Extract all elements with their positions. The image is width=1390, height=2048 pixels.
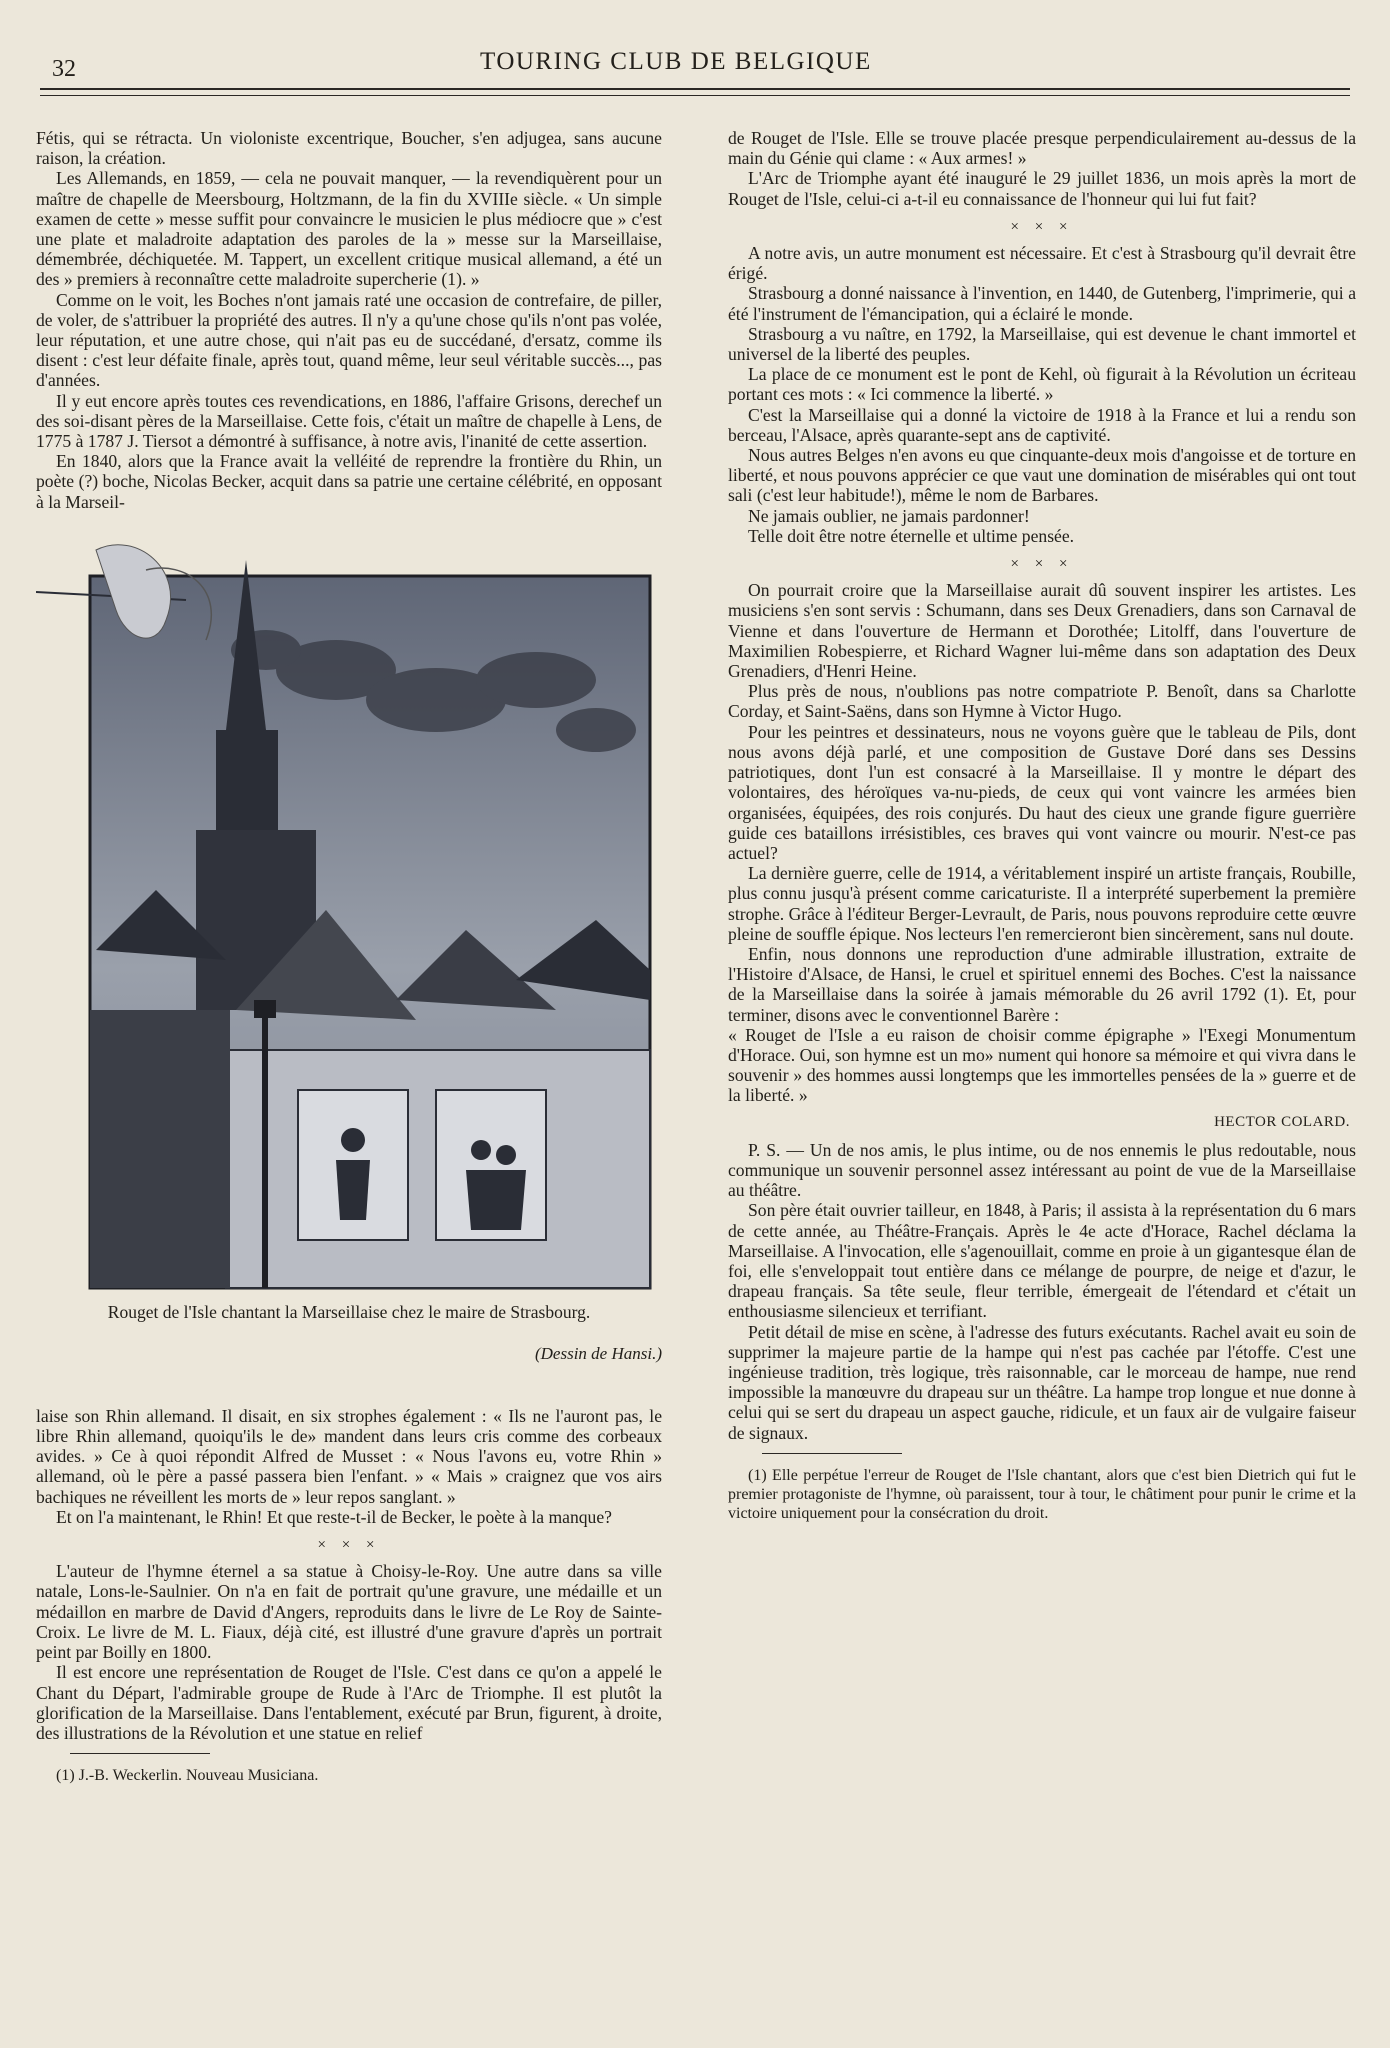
paragraph: Il est encore une représentation de Rouget de l'Isle. C'est dans ce qu'on a appelé le Chant du Départ, l'admirable groupe de Rude à l'Arc de Triomphe. Il est plutôt la glorification de la Marseillaise. Dans l'entablement, exécuté par Brun, figurent, à droite, des illustrations de la Révolution et une statue en relief [36,1662,662,1743]
paragraph: L'auteur de l'hymne éternel a sa statue à Choisy-le-Roy. Une autre dans sa ville natale, Lons-le-Saulnier. On n'a en fait de portrait qu'une gravure, une médaille et un médaillon en marbre de David d'Angers, reproduits dans le livre de Le Roy de Sainte-Croix. Le livre de M. L. Fiaux, déjà cité, est illustré d'une gravure d'après un portrait peint par Boilly en 1800. [36,1561,662,1663]
figure-caption: Rouget de l'Isle chantant la Marseillaise chez le maire de Strasbourg. [107,1301,591,1322]
paragraph: Fétis, qui se rétracta. Un violoniste excentrique, Boucher, s'en adjugea, sans aucune raison, la création. [36,128,662,169]
paragraph: Enfin, nous donnons une reproduction d'une admirable illustration, extraite de l'Histoire d'Alsace, de Hansi, le cruel et spirituel ennemi des Boches. C'est la naissance de la Marseillaise dans la soirée à jamais mémorable du 26 avril 1792 (1). Et, pour terminer, disons avec le conventionnel Barère : [728,943,1356,1025]
paragraph: C'est la Marseillaise qui a donné la victoire de 1918 à la France et lui a rendu son berceau, l'Alsace, après quarante-sept ans de captivité. [728,404,1356,445]
footnote: (1) Elle perpétue l'erreur de Rouget de l'Isle chantant, alors que c'est bien Dietrich qui fut le premier protagoniste de l'hymne, où paraissent, tour à tour, le châtiment pour punir le crime et la victoire uniquement pour la consécration du droit. [728,1466,1356,1522]
paragraph: Pour les peintres et dessinateurs, nous ne voyons guère que le tableau de Pils, dont nous avons déjà parlé, et une composition de Gustave Doré dans ses Dessins patriotiques, dont l'un est consacré à la Marseillaise. Il y montre le départ des volontaires, des héroïques va-nu-pieds, de ceux qui vont vaincre les armées bien organisées, équipées, des rois conjurés. Du haut des cieux une grande figure guerrière guide ces bataillons irrésistibles, ces braves qui vont vaincre ou mourir. N'est-ce pas actuel? [728,721,1356,863]
header-rule [40,88,1350,90]
section-separator: × × × [1010,218,1074,235]
figure [36,530,662,1400]
paragraph: On pourrait croire que la Marseillaise aurait dû souvent inspirer les artistes. Les musiciens s'en sont servis : Schumann, dans ses Deux Grenadiers, dans son Carnaval de Vienne et dans l'ouverture de Hermann et Dorothée; Litolff, dans l'ouverture de Maximilien Robespierre, et Richard Wagner lui-même dans son adaptation des Deux Grenadiers, d'Henri Heine. [728,580,1356,682]
paragraph: Et on l'a maintenant, le Rhin! Et que reste-t-il de Becker, le poète à la manque? [56,1506,612,1527]
paragraph: de Rouget de l'Isle. Elle se trouve placée presque perpendiculairement au-dessus de la main du Génie qui clame : « Aux armes! » [728,128,1356,169]
figure-credit: (Dessin de Hansi.) [534,1343,662,1363]
hansi-illustration [36,530,662,1290]
paragraph: En 1840, alors que la France avait la velléité de reprendre la frontière du Rhin, un poète (?) boche, Nicolas Becker, acquit dans sa patrie une certaine célébrité, en opposant à la Marseil- [36,451,662,512]
section-separator: × × × [1010,556,1074,573]
author-signature: HECTOR COLARD. [1214,1113,1350,1130]
paragraph: Il y eut encore après toutes ces revendications, en 1886, l'affaire Grisons, derechef un des soi-disant pères de la Marseillaise. Cette fois, c'était un maître de chapelle à Lens, de 1775 à 1787 J. Tiersot a démontré à suffisance, à notre avis, l'inanité de cette assertion. [36,390,662,452]
paragraph: P. S. — Un de nos amis, le plus intime, ou de nos ennemis le plus redoutable, nous communique un souvenir personnel assez intéressant au point de vue de la Marseillaise au théâtre. [728,1139,1356,1201]
paragraph: Ne jamais oublier, ne jamais pardonner! [748,505,1030,526]
quotation: « Rouget de l'Isle a eu raison de choisir comme épigraphe » l'Exegi Monumentum d'Horace. Oui, son hymne est un mo» nument qui honore sa mémoire et qui vivra dans le souvenir » des hommes aussi longtemps que les immortelles pensées de la » guerre et de la liberté. » [728,1024,1356,1106]
paragraph: Strasbourg a donné naissance à l'invention, en 1440, de Gutenberg, l'imprimerie, qui a été l'instrument de l'émancipation, qui a éclairé le monde. [728,283,1356,324]
footnote: (1) J.-B. Weckerlin. Nouveau Musiciana. [56,1767,319,1785]
header-rule-thin [40,95,1350,96]
paragraph: Strasbourg a vu naître, en 1792, la Marseillaise, qui est devenue le chant immortel et universel de la liberté des peuples. [728,323,1356,365]
page-number: 32 [52,56,76,82]
paragraph: L'Arc de Triomphe ayant été inauguré le 29 juillet 1836, un mois après la mort de Rouget de l'Isle, celui-ci a-t-il eu connaissance de l'honneur qui lui fut fait? [728,168,1356,209]
paragraph: Comme on le voit, les Boches n'ont jamais raté une occasion de contrefaire, de piller, de voler, de s'attribuer la propriété des autres. Il n'y a qu'une chose qu'ils n'ont pas volée, leur réputation, et une autre chose, qui n'ait pas eu de succédané, d'ersatz, comme ils disent : c'est leur défaite finale, après tout, quand même, leur seul véritable succès..., pas d'années. [36,289,662,391]
page-header [0,44,1390,84]
paragraph: Son père était ouvrier tailleur, en 1848, à Paris; il assista à la représentation du 6 mars de cette année, au Théâtre-Français. Après le 4e acte d'Horace, Rachel déclama la Marseillaise. A l'invocation, elle s'agenouillait, comme en proie à un gigantesque élan de foi, elle s'enveloppait tout entière dans ce mélange de pourpre, de neige et d'azur, le drapeau français. Sa tête seule, fleur terrible, émergeait de l'étendard et c'était un enthousiasme silencieux et terrifiant. [728,1200,1356,1322]
paragraph: Petit détail de mise en scène, à l'adresse des futurs exécutants. Rachel avait eu soin de supprimer la majeure partie de la hampe qui n'est pas cachée par l'étoffe. C'est une ingénieuse tradition, très logique, très raisonnable, car le morceau de hampe, nue rend impossible la manœuvre du drapeau sur un théâtre. La hampe trop longue et nue donne à celui qui se sert du drapeau un aspect gauche, ridicule, et un faux air de vulgaire faiseur de signaux. [728,1321,1356,1443]
footnote-rule [70,1753,210,1754]
paragraph: Les Allemands, en 1859, — cela ne pouvait manquer, — la revendiquèrent pour un maître de chapelle de Meersbourg, Holtzmann, de la fin du XVIIIe siècle. « Un simple examen de cette » messe suffit pour convaincre le musicien le plus médiocre que » c'est une plate et maladroite adaptation des paroles de la » messe sur la Marseillaise, démembrée, déchiquetée. M. Tappert, un excellent critique musical allemand, a été un des » premiers à reconnaître cette maladroite supercherie (1). » [36,168,662,290]
paragraph: A notre avis, un autre monument est nécessaire. Et c'est à Strasbourg qu'il devrait être érigé. [728,243,1356,284]
paragraph: La dernière guerre, celle de 1914, a véritablement inspiré un artiste français, Roubille, plus connu jusqu'à présent comme caricaturiste. Il a interprété superbement la première strophe. Grâce à l'éditeur Berger-Levrault, de Paris, nous pouvons reproduire cette œuvre pleine de souffle épique. Nos lecteurs l'en remercieront bien sincèrement, sans nul doute. [728,863,1356,944]
section-separator: × × × [317,1537,381,1554]
footnote-rule [762,1453,902,1454]
paragraph: Telle doit être notre éternelle et ultime pensée. [748,525,1075,546]
paragraph: Nous autres Belges n'en avons eu que cinquante-deux mois d'angoisse et de torture en liberté, et nous pouvons apprécier ce que vaut une domination de misérables qui ont tout sali (c'est leur habitude!), même le nom de Barbares. [728,445,1356,506]
paragraph: Plus près de nous, n'oublions pas notre compatriote P. Benoît, dans sa Charlotte Corday, et Saint-Saëns, dans son Hymne à Victor Hugo. [728,681,1356,722]
paragraph: La place de ce monument est le pont de Kehl, où figurait à la Révolution un écriteau portant ces mots : « Ici commence la liberté. » [728,364,1356,405]
paragraph: laise son Rhin allemand. Il disait, en six strophes également : « Ils ne l'auront pas, le libre Rhin allemand, quoiqu'ils le de» mandent dans leurs cris comme des corbeaux avides. » Ce à quoi répondit Alfred de Musset : « Nous l'avons eu, votre Rhin » allemand, où le père a passé passera bien l'enfant. » « Mais » craignez que vos airs bachiques ne réveillent les morts de » leur repos sanglant. » [36,1405,662,1507]
left-column [36,128,662,1785]
journal-title: TOURING CLUB DE BELGIQUE [480,48,872,75]
right-column [728,128,1356,1523]
